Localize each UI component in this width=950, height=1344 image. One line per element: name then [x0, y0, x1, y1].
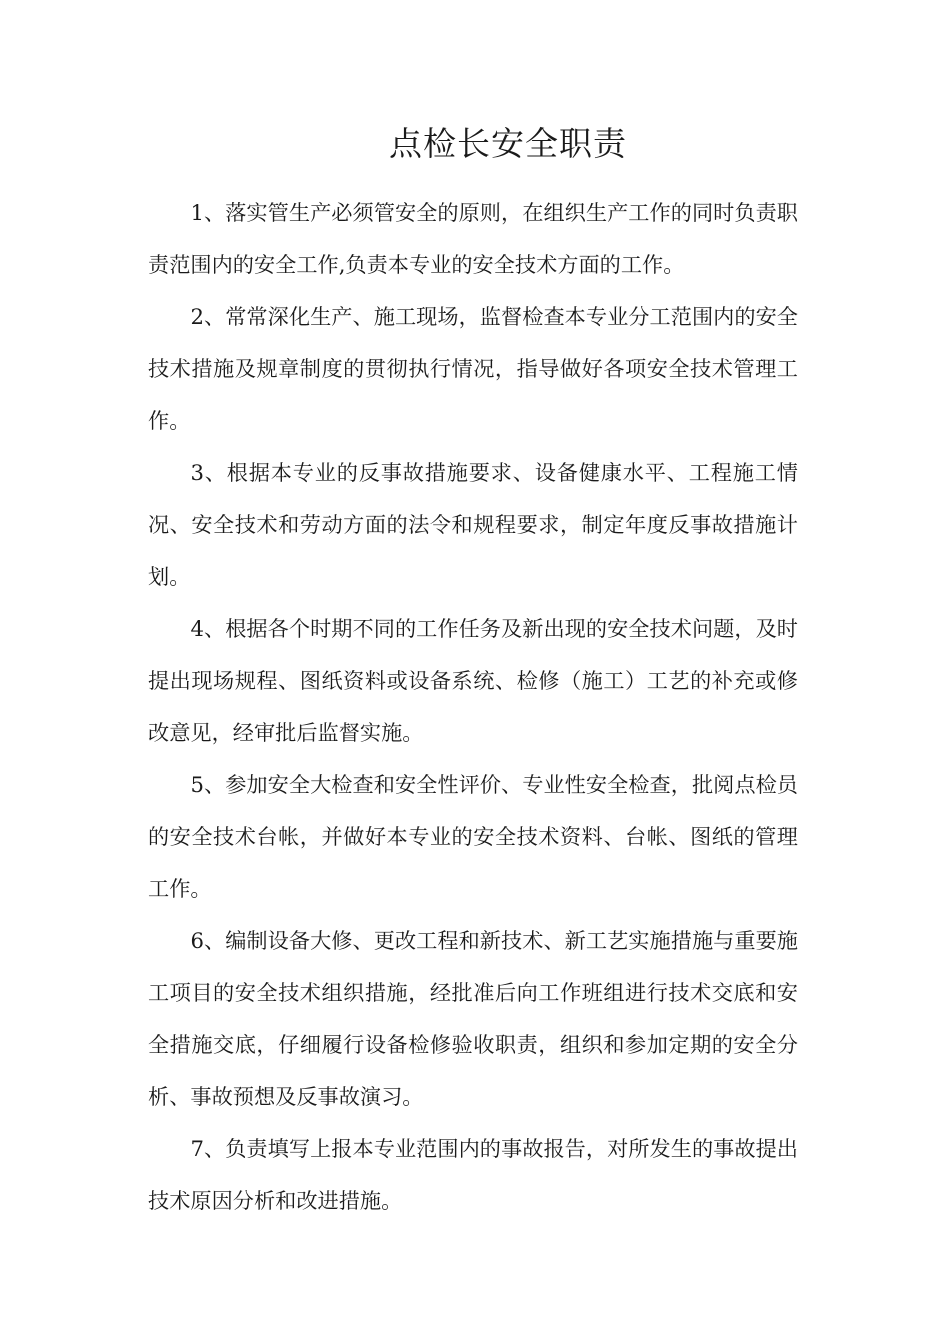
clause-3: 3、根据本专业的反事故措施要求、设备健康水平、工程施工情况、安全技术和劳动方面的法令和规程要求，制定年度反事故措施计划。 — [148, 460, 798, 589]
document-body — [148, 187, 798, 1227]
clause-7: 7、负责填写上报本专业范围内的事故报告，对所发生的事故提出技术原因分析和改进措施。 — [148, 1136, 798, 1213]
clause-2: 2、常常深化生产、施工现场，监督检查本专业分工范围内的安全技术措施及规章制度的贯彻执行情况，指导做好各项安全技术管理工作。 — [148, 304, 798, 433]
clause-6: 6、编制设备大修、更改工程和新技术、新工艺实施措施与重要施工项目的安全技术组织措施，经批准后向工作班组进行技术交底和安全措施交底，仔细履行设备检修验收职责，组织和参加定期的安全分析、事故预想及反事故演习。 — [148, 928, 798, 1109]
document-title: 点检长安全职责 — [389, 124, 627, 163]
clause-5: 5、参加安全大检查和安全性评价、专业性安全检查，批阅点检员的安全技术台帐，并做好本专业的安全技术资料、台帐、图纸的管理工作。 — [148, 772, 798, 901]
clause-4: 4、根据各个时期不同的工作任务及新出现的安全技术问题，及时提出现场规程、图纸资料或设备系统、检修（施工）工艺的补充或修改意见，经审批后监督实施。 — [148, 616, 798, 745]
clause-1: 1、落实管生产必须管安全的原则，在组织生产工作的同时负责职责范围内的安全工作,负责本专业的安全技术方面的工作。 — [148, 200, 798, 277]
